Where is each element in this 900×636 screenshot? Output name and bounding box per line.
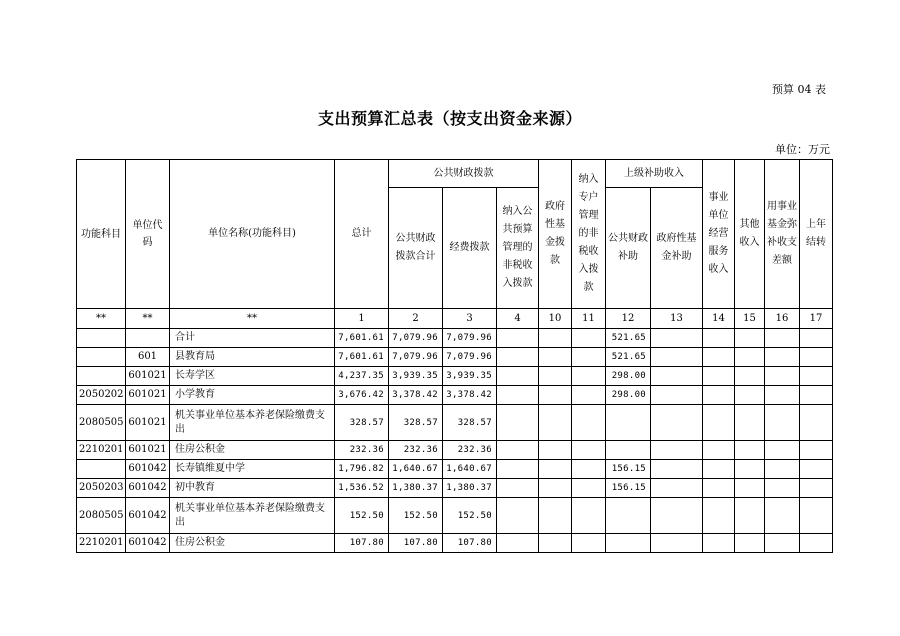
- public-finance-subtotal-cell: 3,378.42: [389, 386, 443, 405]
- carry-over-cell: [800, 498, 833, 534]
- index-cell: 4: [497, 309, 539, 329]
- header-other-income: 其他收入: [735, 160, 765, 309]
- index-cell: 3: [443, 309, 497, 329]
- funds-allocation-cell: 232.36: [443, 441, 497, 460]
- table-row: [77, 441, 833, 460]
- total-cell: 232.36: [335, 441, 389, 460]
- unit-code-cell: 601042: [126, 460, 170, 479]
- unit-code-cell: 601: [126, 348, 170, 367]
- nontax-in-budget-cell: [497, 386, 539, 405]
- gov-fund-subsidy-cell: [651, 348, 703, 367]
- index-cell: 16: [765, 309, 800, 329]
- func-code-cell: 2210201: [77, 441, 126, 460]
- func-code-cell: 2210201: [77, 534, 126, 553]
- business-income-cell: [703, 479, 735, 498]
- carry-over-cell: [800, 534, 833, 553]
- unit-name-cell: 县教育局: [170, 348, 335, 367]
- carry-over-cell: [800, 441, 833, 460]
- business-income-cell: [703, 329, 735, 348]
- nontax-in-budget-cell: [497, 498, 539, 534]
- other-income-cell: [735, 498, 765, 534]
- header-total: 总计: [335, 160, 389, 309]
- header-carry-over: 上年结转: [800, 160, 833, 309]
- table-row: [77, 405, 833, 441]
- index-cell: **: [77, 309, 126, 329]
- table-row: [77, 498, 833, 534]
- public-finance-subsidy-cell: [606, 441, 651, 460]
- public-finance-subsidy-cell: 298.00: [606, 367, 651, 386]
- carry-over-cell: [800, 405, 833, 441]
- gov-fund-cell: [539, 460, 572, 479]
- funds-allocation-cell: 1,640.67: [443, 460, 497, 479]
- special-nontax-cell: [572, 534, 606, 553]
- index-cell: 11: [572, 309, 606, 329]
- other-income-cell: [735, 460, 765, 479]
- total-cell: 7,601.61: [335, 329, 389, 348]
- business-income-cell: [703, 498, 735, 534]
- special-nontax-cell: [572, 329, 606, 348]
- table-row: [77, 386, 833, 405]
- business-income-cell: [703, 367, 735, 386]
- other-income-cell: [735, 386, 765, 405]
- reserve-make-up-cell: [765, 405, 800, 441]
- table-row: [77, 534, 833, 553]
- special-nontax-cell: [572, 348, 606, 367]
- total-cell: 107.80: [335, 534, 389, 553]
- other-income-cell: [735, 441, 765, 460]
- public-finance-subtotal-cell: 1,640.67: [389, 460, 443, 479]
- gov-fund-cell: [539, 479, 572, 498]
- reserve-make-up-cell: [765, 498, 800, 534]
- nontax-in-budget-cell: [497, 534, 539, 553]
- reserve-make-up-cell: [765, 441, 800, 460]
- carry-over-cell: [800, 386, 833, 405]
- unit-name-cell: 住房公积金: [170, 534, 335, 553]
- index-cell: **: [126, 309, 170, 329]
- public-finance-subtotal-cell: 232.36: [389, 441, 443, 460]
- public-finance-subtotal-cell: 7,079.96: [389, 329, 443, 348]
- header-superior-subsidy-group: 上级补助收入: [606, 160, 703, 188]
- unit-code-cell: 601021: [126, 367, 170, 386]
- special-nontax-cell: [572, 498, 606, 534]
- unit-name-cell: 合计: [170, 329, 335, 348]
- unit-code-cell: 601042: [126, 534, 170, 553]
- business-income-cell: [703, 386, 735, 405]
- special-nontax-cell: [572, 367, 606, 386]
- func-code-cell: 2080505: [77, 498, 126, 534]
- table-row: [77, 348, 833, 367]
- nontax-in-budget-cell: [497, 479, 539, 498]
- index-cell: **: [170, 309, 335, 329]
- gov-fund-subsidy-cell: [651, 479, 703, 498]
- index-cell: 13: [651, 309, 703, 329]
- funds-allocation-cell: 328.57: [443, 405, 497, 441]
- public-finance-subsidy-cell: [606, 534, 651, 553]
- gov-fund-subsidy-cell: [651, 441, 703, 460]
- nontax-in-budget-cell: [497, 405, 539, 441]
- funds-allocation-cell: 107.80: [443, 534, 497, 553]
- public-finance-subtotal-cell: 7,079.96: [389, 348, 443, 367]
- reserve-make-up-cell: [765, 479, 800, 498]
- table-row: [77, 479, 833, 498]
- gov-fund-cell: [539, 367, 572, 386]
- func-code-cell: [77, 460, 126, 479]
- gov-fund-cell: [539, 498, 572, 534]
- unit-name-cell: 机关事业单位基本养老保险缴费支出: [170, 405, 335, 441]
- business-income-cell: [703, 441, 735, 460]
- header-gov-fund-subsidy: 政府性基金补助: [651, 188, 703, 309]
- public-finance-subsidy-cell: 156.15: [606, 460, 651, 479]
- special-nontax-cell: [572, 386, 606, 405]
- total-cell: 1,796.82: [335, 460, 389, 479]
- funds-allocation-cell: 3,378.42: [443, 386, 497, 405]
- public-finance-subsidy-cell: 521.65: [606, 348, 651, 367]
- carry-over-cell: [800, 460, 833, 479]
- reserve-make-up-cell: [765, 460, 800, 479]
- nontax-in-budget-cell: [497, 460, 539, 479]
- func-code-cell: 2050203: [77, 479, 126, 498]
- unit-name-cell: 长寿镇维夏中学: [170, 460, 335, 479]
- unit-name-cell: 小学教育: [170, 386, 335, 405]
- business-income-cell: [703, 534, 735, 553]
- nontax-in-budget-cell: [497, 329, 539, 348]
- unit-name-cell: 长寿学区: [170, 367, 335, 386]
- unit-name-cell: 机关事业单位基本养老保险缴费支出: [170, 498, 335, 534]
- table-row: [77, 460, 833, 479]
- index-cell: 1: [335, 309, 389, 329]
- reserve-make-up-cell: [765, 367, 800, 386]
- total-cell: 152.50: [335, 498, 389, 534]
- public-finance-subsidy-cell: 156.15: [606, 479, 651, 498]
- header-gov-fund: 政府性基金拨款: [539, 160, 572, 309]
- nontax-in-budget-cell: [497, 367, 539, 386]
- special-nontax-cell: [572, 405, 606, 441]
- header-nontax-in-budget: 纳入公共预算管理的非税收入拨款: [497, 188, 539, 309]
- header-public-finance-subsidy: 公共财政补助: [606, 188, 651, 309]
- gov-fund-cell: [539, 534, 572, 553]
- business-income-cell: [703, 460, 735, 479]
- public-finance-subsidy-cell: [606, 498, 651, 534]
- other-income-cell: [735, 329, 765, 348]
- header-funds-allocation: 经费拨款: [443, 188, 497, 309]
- public-finance-subtotal-cell: 3,939.35: [389, 367, 443, 386]
- business-income-cell: [703, 405, 735, 441]
- page-title: 支出预算汇总表（按支出资金来源）: [317, 109, 582, 128]
- header-func-code: 功能科目: [77, 160, 126, 309]
- header-public-finance-group: 公共财政拨款: [389, 160, 539, 188]
- gov-fund-cell: [539, 348, 572, 367]
- table-row: [77, 329, 833, 348]
- header-unit-name: 单位名称(功能科目): [170, 160, 335, 309]
- gov-fund-cell: [539, 441, 572, 460]
- header-public-finance-subtotal: 公共财政拨款合计: [389, 188, 443, 309]
- funds-allocation-cell: 7,079.96: [443, 329, 497, 348]
- func-code-cell: 2080505: [77, 405, 126, 441]
- special-nontax-cell: [572, 441, 606, 460]
- header-business-income: 事业单位经营服务收入: [703, 160, 735, 309]
- gov-fund-subsidy-cell: [651, 386, 703, 405]
- public-finance-subsidy-cell: [606, 405, 651, 441]
- gov-fund-cell: [539, 386, 572, 405]
- index-cell: 12: [606, 309, 651, 329]
- other-income-cell: [735, 534, 765, 553]
- total-cell: 328.57: [335, 405, 389, 441]
- unit-code-cell: 601021: [126, 441, 170, 460]
- reserve-make-up-cell: [765, 329, 800, 348]
- form-number: 预算 04 表: [772, 83, 826, 96]
- gov-fund-subsidy-cell: [651, 498, 703, 534]
- carry-over-cell: [800, 329, 833, 348]
- other-income-cell: [735, 479, 765, 498]
- reserve-make-up-cell: [765, 386, 800, 405]
- public-finance-subtotal-cell: 1,380.37: [389, 479, 443, 498]
- func-code-cell: [77, 367, 126, 386]
- special-nontax-cell: [572, 460, 606, 479]
- public-finance-subtotal-cell: 328.57: [389, 405, 443, 441]
- special-nontax-cell: [572, 479, 606, 498]
- unit-code-cell: 601021: [126, 405, 170, 441]
- index-row: [77, 309, 833, 329]
- business-income-cell: [703, 348, 735, 367]
- gov-fund-cell: [539, 405, 572, 441]
- public-finance-subsidy-cell: 521.65: [606, 329, 651, 348]
- unit-name-cell: 初中教育: [170, 479, 335, 498]
- funds-allocation-cell: 3,939.35: [443, 367, 497, 386]
- unit-code-cell: 601042: [126, 479, 170, 498]
- total-cell: 7,601.61: [335, 348, 389, 367]
- other-income-cell: [735, 367, 765, 386]
- public-finance-subsidy-cell: 298.00: [606, 386, 651, 405]
- total-cell: 1,536.52: [335, 479, 389, 498]
- index-cell: 15: [735, 309, 765, 329]
- reserve-make-up-cell: [765, 348, 800, 367]
- header-unit-code: 单位代码: [126, 160, 170, 309]
- unit-label: 单位：万元: [775, 143, 830, 156]
- header-special-nontax: 纳入专户管理的非税收入拨款: [572, 160, 606, 309]
- index-cell: 2: [389, 309, 443, 329]
- public-finance-subtotal-cell: 152.50: [389, 498, 443, 534]
- index-cell: 14: [703, 309, 735, 329]
- public-finance-subtotal-cell: 107.80: [389, 534, 443, 553]
- funds-allocation-cell: 7,079.96: [443, 348, 497, 367]
- unit-code-cell: [126, 329, 170, 348]
- nontax-in-budget-cell: [497, 348, 539, 367]
- other-income-cell: [735, 405, 765, 441]
- func-code-cell: [77, 348, 126, 367]
- carry-over-cell: [800, 348, 833, 367]
- unit-name-cell: 住房公积金: [170, 441, 335, 460]
- gov-fund-subsidy-cell: [651, 405, 703, 441]
- gov-fund-cell: [539, 329, 572, 348]
- data-rows: [77, 329, 833, 553]
- carry-over-cell: [800, 367, 833, 386]
- gov-fund-subsidy-cell: [651, 367, 703, 386]
- unit-code-cell: 601042: [126, 498, 170, 534]
- reserve-make-up-cell: [765, 534, 800, 553]
- total-cell: 4,237.35: [335, 367, 389, 386]
- funds-allocation-cell: 152.50: [443, 498, 497, 534]
- total-cell: 3,676.42: [335, 386, 389, 405]
- carry-over-cell: [800, 479, 833, 498]
- func-code-cell: [77, 329, 126, 348]
- index-cell: 10: [539, 309, 572, 329]
- index-cell: 17: [800, 309, 833, 329]
- budget-table: [76, 159, 833, 553]
- other-income-cell: [735, 348, 765, 367]
- nontax-in-budget-cell: [497, 441, 539, 460]
- func-code-cell: 2050202: [77, 386, 126, 405]
- header-reserve-make-up: 用事业基金弥补收支差额: [765, 160, 800, 309]
- table-row: [77, 367, 833, 386]
- unit-code-cell: 601021: [126, 386, 170, 405]
- gov-fund-subsidy-cell: [651, 329, 703, 348]
- gov-fund-subsidy-cell: [651, 534, 703, 553]
- funds-allocation-cell: 1,380.37: [443, 479, 497, 498]
- gov-fund-subsidy-cell: [651, 460, 703, 479]
